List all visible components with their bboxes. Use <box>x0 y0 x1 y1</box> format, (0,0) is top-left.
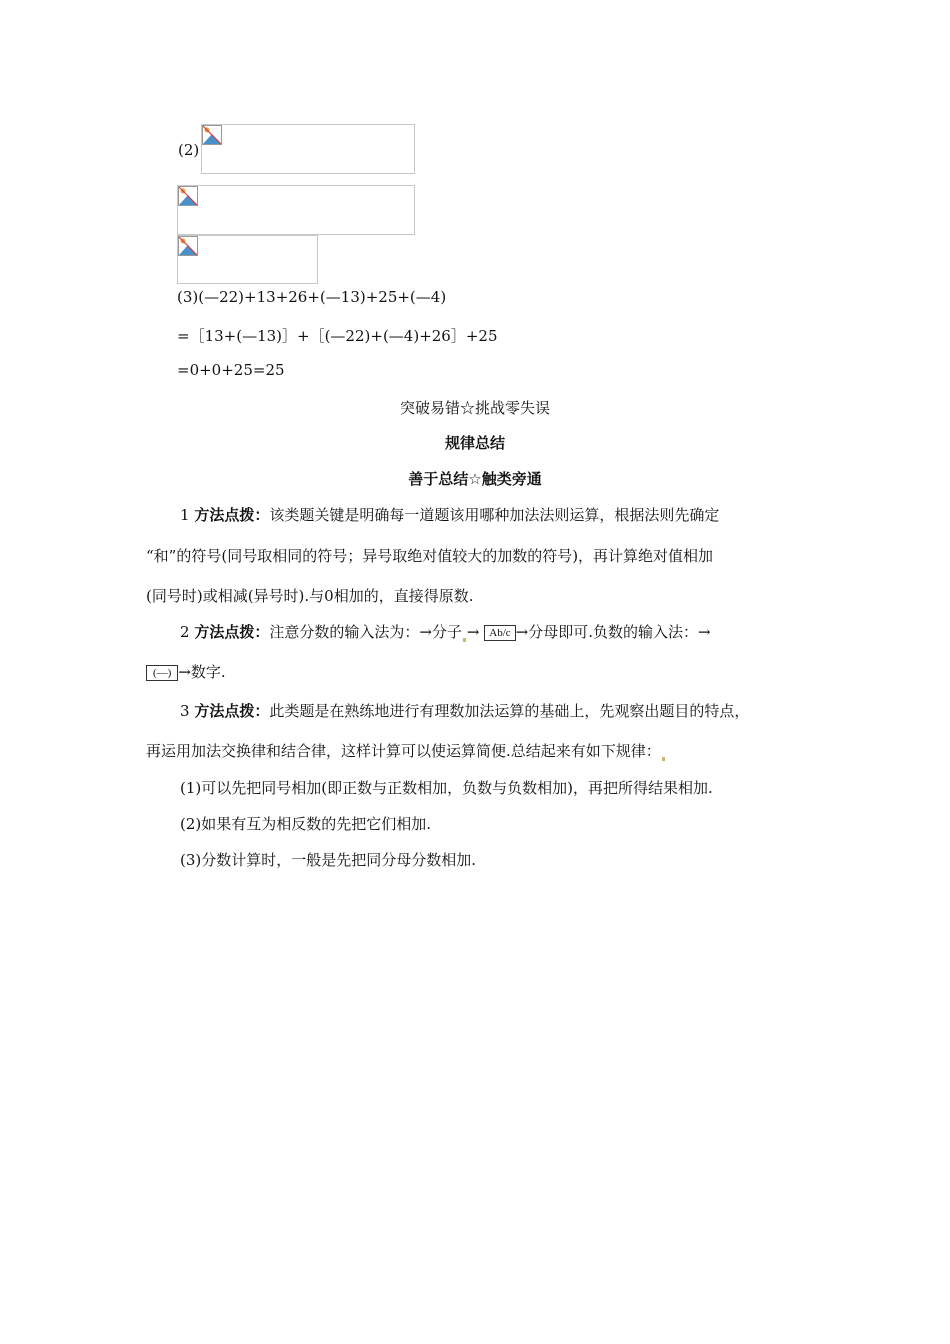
broken-image-icon <box>178 186 198 206</box>
method3-line2 <box>146 740 666 761</box>
method3-rule-1: (1)可以先把同号相加(即正数与正数相加，负数与负数相加)，再把所得结果相加. <box>180 779 713 797</box>
method3-text-a: 此类题是在熟练地进行有理数加法运算的基础上，先观察出题目的特点， <box>269 702 750 720</box>
formula-image-2 <box>177 185 415 235</box>
heading-challenge: 突破易错☆挑战零失误 <box>399 399 550 417</box>
method1-num: 1 <box>180 506 190 524</box>
method2-line1 <box>180 621 711 642</box>
heading-tips: 善于总结☆触类旁通 <box>408 470 542 488</box>
method3-label: 方法点拨： <box>194 702 270 720</box>
method1-text-a: 该类题关键是明确每一道题该用哪种加法法则运算，根据法则先确定 <box>269 506 720 524</box>
method2-text-b: →分母即可.负数的输入法：→ <box>515 623 711 641</box>
method2-text-a: 注意分数的输入法为：→分子 <box>269 623 462 641</box>
heading-summary: 规律总结 <box>444 434 505 452</box>
method2-arrow: → <box>466 623 480 641</box>
method3-text-b: 再运用加法交换律和结合律，这样计算可以使运算简便.总结起来有如下规律： <box>146 742 661 760</box>
broken-image-icon <box>202 125 222 145</box>
method1-line1 <box>180 504 719 525</box>
marker-dot <box>662 757 665 761</box>
marker-dot <box>463 638 466 642</box>
part3-line2: =［13+(—13)］+［(—22)+(—4)+26］+25 <box>177 327 498 345</box>
method3-line1 <box>180 700 749 721</box>
method2-label: 方法点拨： <box>194 623 270 641</box>
method1-line3: (同号时)或相减(异号时).与0相加的，直接得原数. <box>146 587 474 605</box>
method3-num: 3 <box>180 702 190 720</box>
part3-line3: =0+0+25=25 <box>177 361 285 379</box>
formula-image-3 <box>177 235 318 284</box>
part3-line1: (3)(—22)+13+26+(—13)+25+(—4) <box>177 288 447 306</box>
method1-line2: “和”的符号(同号取相同的符号；异号取绝对值较大的加数的符号)，再计算绝对值相加 <box>146 547 714 565</box>
part2-label: (2) <box>178 141 200 159</box>
method3-rule-3: (3)分数计算时，一般是先把同分母分数相加. <box>180 851 477 869</box>
method2-num: 2 <box>180 623 190 641</box>
method3-rule-2: (2)如果有互为相反数的先把它们相加. <box>180 815 432 833</box>
fraction-key: Ab/c <box>484 625 515 641</box>
broken-image-icon <box>178 236 198 256</box>
method2-line2 <box>146 661 226 682</box>
formula-image-1 <box>201 124 415 174</box>
method1-label: 方法点拨： <box>194 506 270 524</box>
negative-key: (—) <box>146 665 178 681</box>
method2-text-c: →数字. <box>178 663 226 681</box>
